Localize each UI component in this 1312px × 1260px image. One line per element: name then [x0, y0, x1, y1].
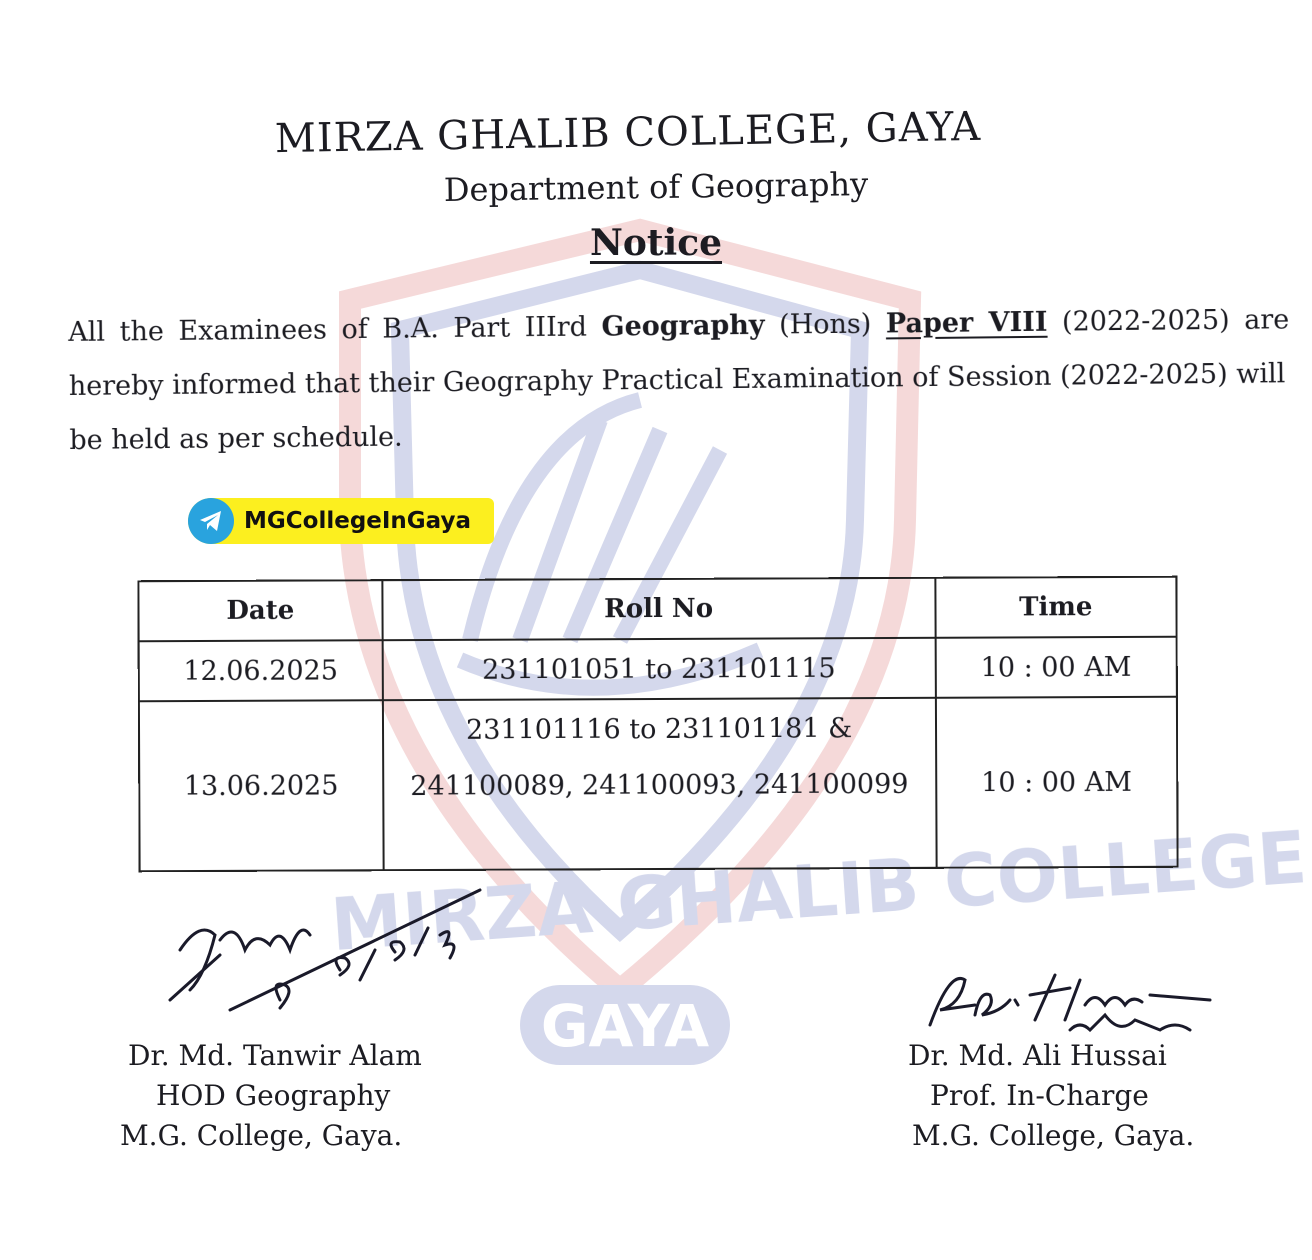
telegram-channel-badge[interactable]: [188, 498, 494, 544]
left-signatory: [120, 1036, 422, 1156]
row1-roll-no: 231101051 to 231101115: [382, 638, 935, 700]
body-line-1-paper: Paper VIII: [885, 306, 1048, 340]
college-name: MIRZA GHALIB COLLEGE, GAYA: [274, 103, 982, 163]
body-line-1-geography: Geography: [601, 309, 765, 343]
telegram-icon: [188, 498, 234, 544]
right-signatory-org: M.G. College, Gaya.: [912, 1119, 1195, 1152]
body-line-1b: (Hons): [764, 308, 887, 341]
left-signatory-name: Dr. Md. Tanwir Alam: [128, 1039, 422, 1072]
right-signatory: [908, 1036, 1194, 1156]
body-line-2: hereby informed that their Geography Practical Examination of Session (2022-2025) will: [68, 358, 1286, 402]
notice-title: Notice: [589, 222, 723, 264]
right-signatory-title: Prof. In-Charge: [930, 1079, 1149, 1112]
row2-roll-line-1: 231101116 to 231101181 &: [466, 713, 853, 746]
left-signatory-title: HOD Geography: [156, 1079, 391, 1112]
row1-time: 10 : 00 AM: [935, 637, 1177, 698]
department-name: Department of Geography: [443, 165, 869, 209]
table-row: [139, 697, 1178, 872]
exam-schedule-table: [137, 576, 1178, 873]
row2-roll-no: [383, 698, 937, 870]
left-signatory-org: M.G. College, Gaya.: [120, 1119, 403, 1152]
header-roll-no: Roll No: [382, 578, 935, 640]
right-signatory-name: Dr. Md. Ali Hussai: [908, 1039, 1167, 1072]
right-signature: [920, 960, 1220, 1040]
table-header-row: [138, 577, 1176, 642]
row2-date: 13.06.2025: [139, 700, 383, 871]
telegram-channel-label: MGCollegeInGaya: [244, 508, 472, 534]
header-date: Date: [138, 580, 382, 641]
watermark-line1: MIRZA GHALIB COLLEGE: [328, 815, 1310, 968]
body-line-1c: (2022-2025) are: [1047, 304, 1290, 338]
body-line-3: be held as per schedule.: [69, 421, 403, 456]
body-line-1a: All the Examinees of B.A. Part IIIrd: [68, 311, 602, 348]
row2-roll-line-2: 241100089, 241100093, 241100099: [410, 768, 909, 803]
left-signature: [160, 880, 500, 1030]
row1-date: 12.06.2025: [139, 640, 383, 701]
watermark-line2: GAYA: [540, 992, 710, 1060]
row2-time: 10 : 00 AM: [935, 697, 1177, 868]
table-row: [139, 637, 1177, 702]
notice-body: [68, 294, 1290, 468]
header-time: Time: [935, 577, 1177, 638]
